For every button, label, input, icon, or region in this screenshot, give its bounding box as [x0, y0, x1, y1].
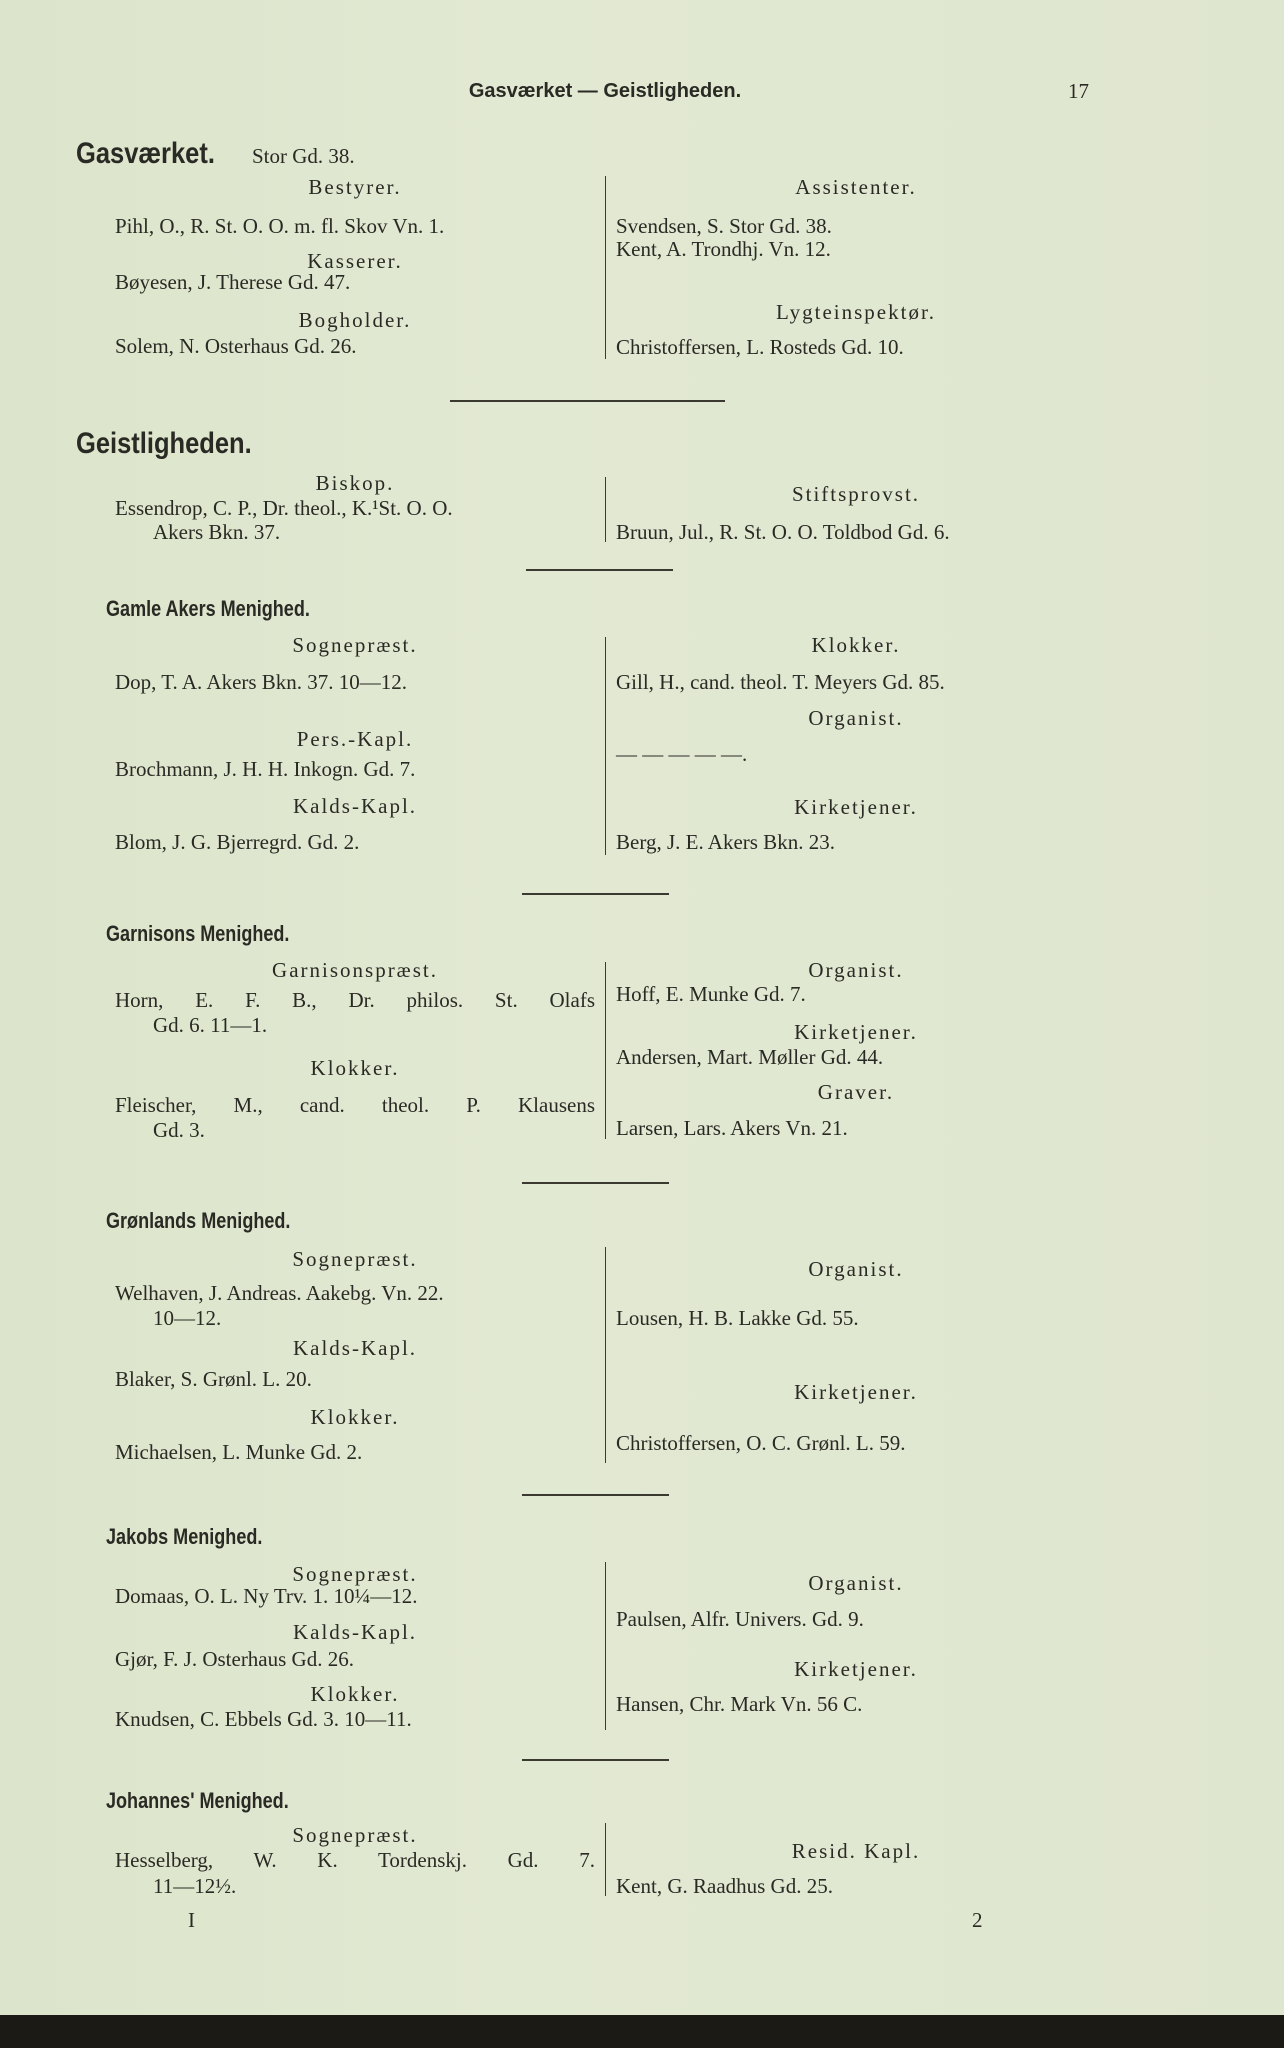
- entry: Svendsen, S. Stor Gd. 38.: [616, 214, 832, 238]
- entry: Horn, E. F. B., Dr. philos. St. Olafs: [115, 988, 595, 1012]
- section-rule: [522, 1182, 669, 1184]
- entry: Bøyesen, J. Therese Gd. 47.: [115, 270, 351, 294]
- role-title: Organist.: [808, 706, 904, 730]
- column-divider: [605, 1823, 606, 1896]
- entry: Gill, H., cand. theol. T. Meyers Gd. 85.: [616, 670, 945, 694]
- role-title: Stiftsprovst.: [791, 482, 921, 506]
- column-divider: [605, 1247, 606, 1463]
- role-title: Klokker.: [310, 1405, 400, 1429]
- role-title: Garnisonspræst.: [272, 958, 438, 982]
- entry: Essendrop, C. P., Dr. theol., K.¹St. O. O.: [115, 496, 453, 520]
- column-divider: [605, 962, 606, 1139]
- entry: Gd. 6. 11—1.: [153, 1013, 268, 1037]
- entry: Christoffersen, O. C. Grønl. L. 59.: [616, 1431, 906, 1455]
- entry: Bruun, Jul., R. St. O. O. Toldbod Gd. 6.: [616, 520, 950, 544]
- entry: Andersen, Mart. Møller Gd. 44.: [616, 1045, 884, 1069]
- entry: Lousen, H. B. Lakke Gd. 55.: [616, 1306, 859, 1330]
- role-title: Assistenter.: [795, 175, 917, 199]
- entry: Hesselberg, W. K. Tordenskj. Gd. 7.: [115, 1848, 595, 1872]
- role-title: Bogholder.: [298, 308, 412, 332]
- role-title: Kirketjener.: [794, 1657, 918, 1681]
- role-title: Klokker.: [310, 1056, 400, 1080]
- role-title: Kasserer.: [307, 249, 403, 273]
- role-title: Organist.: [808, 1257, 904, 1281]
- parish-title: Johannes' Menighed.: [106, 1788, 289, 1813]
- entry: Larsen, Lars. Akers Vn. 21.: [616, 1116, 848, 1140]
- section-rule: [522, 1494, 669, 1496]
- role-title: Resid. Kapl.: [791, 1839, 921, 1863]
- entry: Brochmann, J. H. H. Inkogn. Gd. 7.: [115, 757, 416, 781]
- section-rule: [522, 893, 669, 895]
- role-title: Kirketjener.: [794, 1020, 918, 1044]
- entry: Domaas, O. L. Ny Trv. 1. 10¼—12.: [115, 1584, 418, 1608]
- role-title: Biskop.: [315, 471, 395, 495]
- role-title: Klokker.: [310, 1682, 400, 1706]
- section-rule: [522, 1759, 669, 1761]
- role-title: Kirketjener.: [794, 795, 918, 819]
- entry: Berg, J. E. Akers Bkn. 23.: [616, 830, 835, 854]
- role-title: Kirketjener.: [794, 1380, 918, 1404]
- section-rule: [450, 400, 725, 402]
- role-title: Organist.: [808, 958, 904, 982]
- column-divider: [605, 1562, 606, 1730]
- role-title: Kalds-Kapl.: [292, 1336, 418, 1360]
- column-divider: [605, 477, 606, 542]
- parish-title: Gamle Akers Menighed.: [106, 596, 310, 621]
- role-title: Lygteinspektør.: [775, 300, 937, 324]
- entry: Pihl, O., R. St. O. O. m. fl. Skov Vn. 1.: [115, 214, 445, 238]
- entry: Gd. 3.: [153, 1118, 205, 1142]
- role-title: Sognepræst.: [292, 1823, 418, 1847]
- entry: Kent, A. Trondhj. Vn. 12.: [616, 237, 831, 261]
- role-title: Organist.: [808, 1571, 904, 1595]
- signature-mark: I: [188, 1908, 195, 1932]
- parish-title: Garnisons Menighed.: [106, 921, 290, 946]
- column-divider: [605, 176, 606, 359]
- section-address: Stor Gd. 38.: [252, 144, 355, 168]
- role-title: Kalds-Kapl.: [292, 1620, 418, 1644]
- entry: Dop, T. A. Akers Bkn. 37. 10—12.: [115, 670, 408, 694]
- entry: Blom, J. G. Bjerregrd. Gd. 2.: [115, 830, 360, 854]
- entry: Gjør, F. J. Osterhaus Gd. 26.: [115, 1647, 354, 1671]
- role-title: Graver.: [817, 1080, 895, 1104]
- entry: 10—12.: [153, 1306, 222, 1330]
- running-header: Gasværket — Geistligheden.: [468, 80, 742, 102]
- role-title: Sognepræst.: [292, 1247, 418, 1271]
- parish-title: Grønlands Menighed.: [106, 1208, 291, 1233]
- role-title: Sognepræst.: [292, 633, 418, 657]
- entry: Christoffersen, L. Rosteds Gd. 10.: [616, 335, 904, 359]
- entry: 11—12½.: [153, 1874, 237, 1898]
- role-title: Sognepræst.: [292, 1562, 418, 1586]
- entry: Akers Bkn. 37.: [153, 520, 281, 544]
- column-divider: [605, 637, 606, 855]
- page-number: 17: [1068, 79, 1089, 103]
- role-title: Klokker.: [811, 633, 901, 657]
- entry: Hoff, E. Munke Gd. 7.: [616, 982, 806, 1006]
- entry: Kent, G. Raadhus Gd. 25.: [616, 1874, 833, 1898]
- section-rule: [526, 569, 673, 571]
- entry: Michaelsen, L. Munke Gd. 2.: [115, 1440, 363, 1464]
- entry: Hansen, Chr. Mark Vn. 56 C.: [616, 1692, 863, 1716]
- entry: Fleischer, M., cand. theol. P. Klausens: [115, 1093, 595, 1117]
- section-title: Gasværket.: [76, 137, 215, 170]
- sheet-number: 2: [972, 1908, 983, 1932]
- entry: Welhaven, J. Andreas. Aakebg. Vn. 22.: [115, 1281, 444, 1305]
- role-title: Bestyrer.: [308, 175, 402, 199]
- entry: — — — — —.: [616, 742, 748, 766]
- section-title: Geistligheden.: [76, 427, 252, 460]
- entry: Paulsen, Alfr. Univers. Gd. 9.: [616, 1607, 864, 1631]
- entry: Solem, N. Osterhaus Gd. 26.: [115, 334, 357, 358]
- parish-title: Jakobs Menighed.: [106, 1524, 263, 1549]
- entry: Blaker, S. Grønl. L. 20.: [115, 1367, 312, 1391]
- scan-edge: [0, 2015, 1284, 2048]
- role-title: Kalds-Kapl.: [292, 794, 418, 818]
- role-title: Pers.-Kapl.: [296, 727, 414, 751]
- entry: Knudsen, C. Ebbels Gd. 3. 10—11.: [115, 1707, 412, 1731]
